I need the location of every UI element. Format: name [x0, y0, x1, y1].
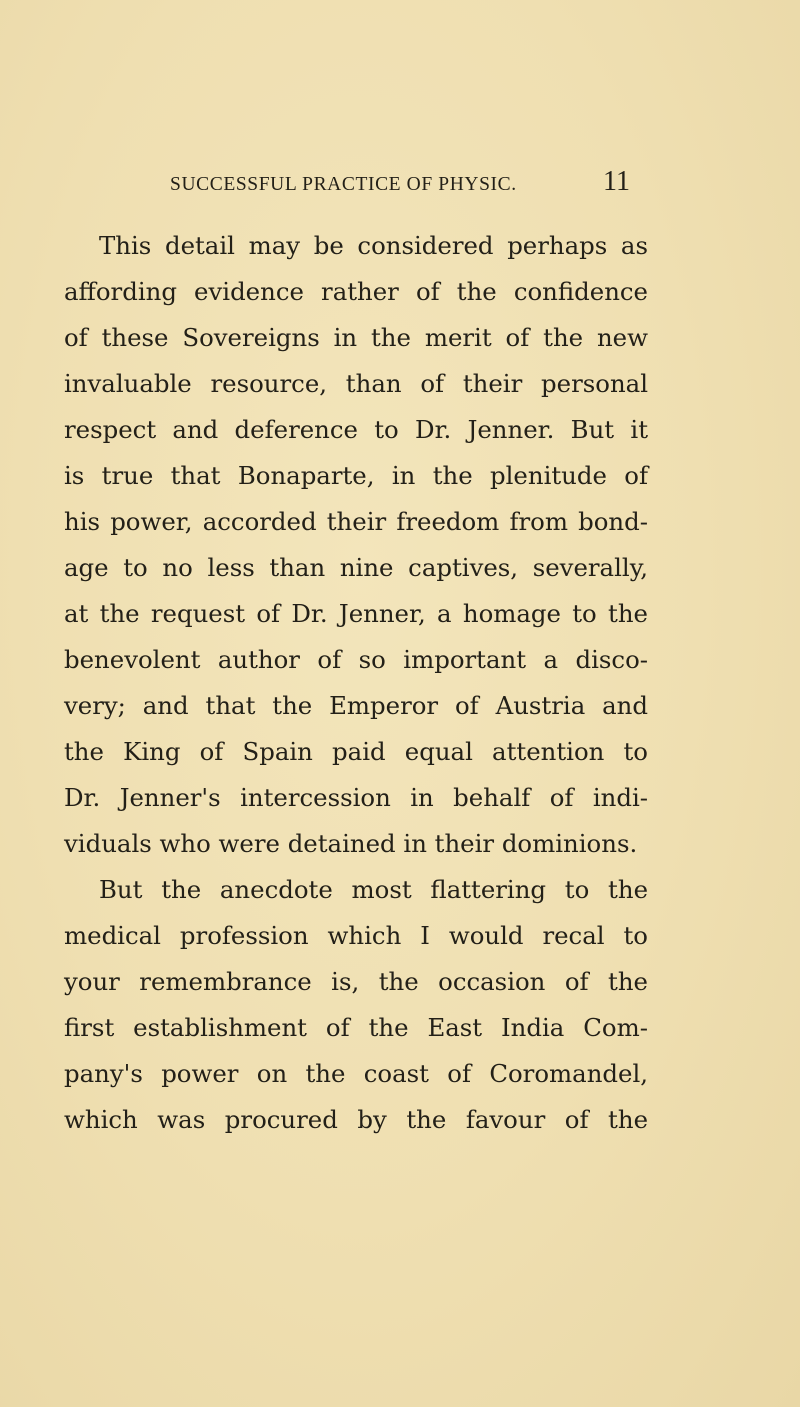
text-line: of these Sovereigns in the merit of the new [64, 323, 648, 352]
text-line: But the anecdote most flattering to the [99, 875, 648, 904]
text-line: your remembrance is, the occasion of the [64, 967, 648, 996]
text-line: respect and deference to Dr. Jenner. But it [64, 415, 648, 444]
page-number: 11 [603, 166, 630, 197]
running-head [170, 166, 630, 202]
text-line: medical profession which I would recal to [64, 921, 648, 950]
text-line: pany's power on the coast of Coromandel, [64, 1059, 648, 1088]
text-line: This detail may be considered perhaps as [99, 231, 648, 260]
text-line: very; and that the Emperor of Austria and [64, 691, 648, 720]
text-line: which was procured by the favour of the [64, 1105, 648, 1134]
text-line: viduals who were detained in their dominions. [64, 829, 638, 858]
text-line: Dr. Jenner's intercession in behalf of indi- [64, 783, 648, 812]
running-head-title: SUCCESSFUL PRACTICE OF PHYSIC. [170, 174, 517, 195]
text-line: first establishment of the East India Com- [64, 1013, 648, 1042]
text-line: invaluable resource, than of their personal [64, 369, 648, 398]
text-line: age to no less than nine captives, severally, [64, 553, 648, 582]
text-line: is true that Bonaparte, in the plenitude of [64, 461, 648, 490]
text-line: his power, accorded their freedom from bond- [64, 507, 648, 536]
text-line: benevolent author of so important a disco- [64, 645, 648, 674]
text-line: affording evidence rather of the confidence [64, 277, 648, 306]
text-line: at the request of Dr. Jenner, a homage to the [64, 599, 648, 628]
text-line: the King of Spain paid equal attention to [64, 737, 648, 766]
